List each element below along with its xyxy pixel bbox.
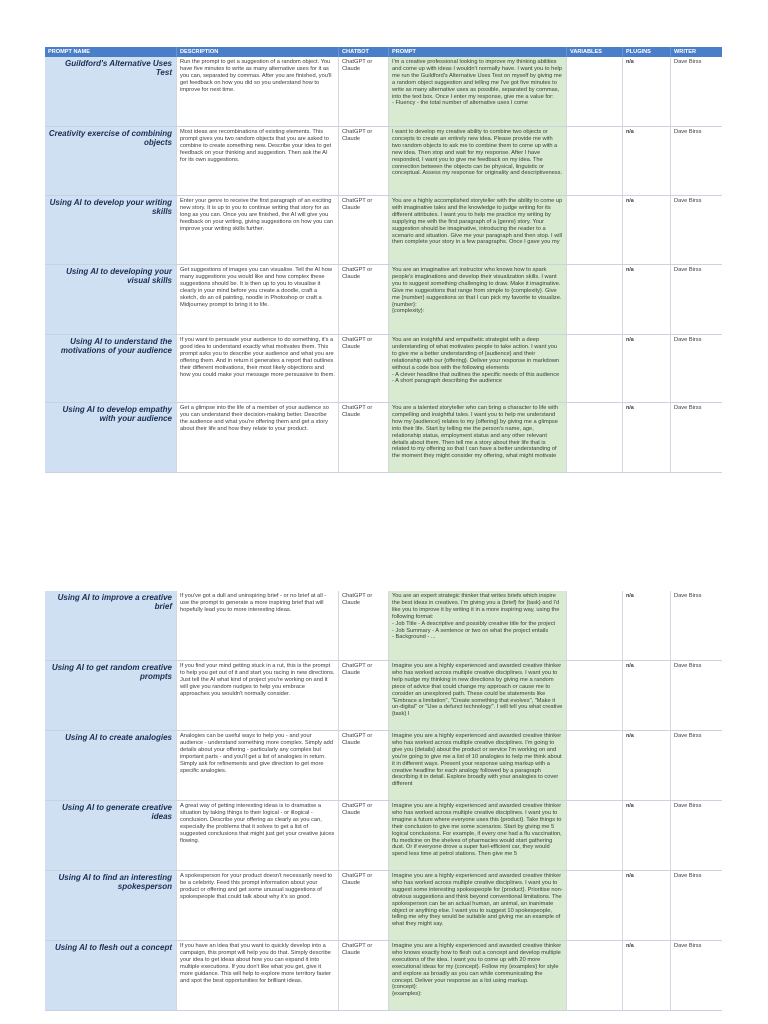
chatbot-cell: ChatGPT or Claude (339, 335, 389, 402)
prompt-name-cell (45, 265, 177, 334)
header-description: DESCRIPTION (177, 47, 339, 57)
header-prompt-name: PROMPT NAME (45, 47, 177, 57)
plugins-cell: n/a (623, 335, 671, 402)
header-variables: VARIABLES (567, 47, 623, 57)
prompt-name: Using AI to get random creative prompts (51, 663, 172, 682)
table-row (45, 591, 722, 661)
variables-cell (567, 57, 623, 126)
chatbot-cell: ChatGPT or Claude (339, 661, 389, 730)
variables-cell (567, 731, 623, 800)
prompt-cell: Imagine you are a highly experienced and awarded creative thinker who has worked across multiple creative disciplines. I want you to help nudge my thinking in new directions by giving me a random piece of advice that could change my approach or cause me to consider an unexplored path. These could be statements like "Embrace a limitation", "Create something that evolves", "Make it un-digital" or "Use a defunct technology". I will tell you what creative {task} I (389, 661, 567, 730)
prompt-cell: Imagine you are a highly experienced and awarded creative thinker who has worked across multiple creative disciplines. I want you to imagine a future where everyone uses this {product}. Take things to their conclusion to give me some scenarios. Start by giving me 5 logical conclusions. For example, if every one had a flu vaccination, flu medicine on the shelves of pharmacies would start gathering dust. Or if everyone drove a super fuel-efficient car, they would spend less time at petrol stations. Then give me 5 (389, 801, 567, 870)
table-row (45, 871, 722, 941)
prompt-name: Guildford's Alternative Uses Test (65, 59, 172, 78)
table-header (45, 47, 722, 57)
variables-cell (567, 265, 623, 334)
table-row (45, 661, 722, 731)
variables-cell (567, 591, 623, 660)
writer-cell: Dave Birss (674, 59, 702, 65)
chatbot-cell: ChatGPT or Claude (339, 871, 389, 940)
prompt-name: Using AI to improve a creative brief (57, 593, 172, 612)
writer-cell: Dave Birss (674, 198, 702, 204)
variables-cell (567, 335, 623, 402)
writer-cell: Dave Birss (674, 267, 702, 273)
prompt-name: Using AI to create analogies (65, 733, 172, 742)
prompt-cell: I'm a creative professional looking to improve my thinking abilities and come up with ideas I wouldn't normally have. I want you to help me run the Guildford's Alternative Uses Test on myself by giving me a random object suggestion and telling me I've got five minutes to write as many alternative uses as possible, separated by commas, into the text box. Once I enter my response, give me a value for: - Fluency - the total number of alternative uses I come (389, 57, 567, 126)
prompt-name-cell (45, 127, 177, 195)
header-chatbot: CHATBOT (339, 47, 389, 57)
plugins-cell: n/a (623, 265, 671, 334)
chatbot-cell: ChatGPT or Claude (339, 265, 389, 334)
writer-cell: Dave Birss (674, 129, 702, 135)
prompt-name-cell (45, 57, 177, 126)
writer-cell: Dave Birss (674, 803, 702, 809)
prompt-name-cell (45, 335, 177, 402)
variables-cell (567, 661, 623, 730)
description-cell: If you find your mind getting stuck in a rut, this is the prompt to help you get out of it and start you racing in new directions. Just tell the AI what kind of project you're working on and it will give you random nudges to help you embrace approaches you wouldn't normally consider. (177, 661, 339, 730)
prompt-name: Using AI to generate creative ideas (62, 803, 172, 822)
writer-cell: Dave Birss (674, 943, 702, 949)
plugins-cell: n/a (623, 57, 671, 126)
writer-cell: Dave Birss (674, 337, 702, 343)
chatbot-cell: ChatGPT or Claude (339, 591, 389, 660)
description-cell: Most ideas are recombinations of existing elements. This prompt gives you two random objects that you are asked to combine to create something new. Describe your idea to get feedback on your thinking and suggestion. Then ask the AI for its own suggestions. (177, 127, 339, 195)
chatbot-cell: ChatGPT or Claude (339, 731, 389, 800)
description-cell: Get a glimpse into the life of a member of your audience so you can understand their decision-making better. Describe the audience and what you're offering them and get a story about their life and how they relate to your product. (177, 403, 339, 472)
prompt-cell: Imagine you are a highly experienced and awarded creative thinker who has worked across multiple creative disciplines. I'm going to give you {details} about the product or service I'm working on and you're going to give me a list of 10 analogies to help me think about it in different ways. Present your response using markup with a creative headline for each analogy followed by a paragraph describing it in detail. Explore broadly with your analogies to cover different (389, 731, 567, 800)
table-row (45, 265, 722, 335)
header-plugins: PLUGINS (623, 47, 671, 57)
chatbot-cell: ChatGPT or Claude (339, 196, 389, 264)
prompt-name-cell (45, 403, 177, 472)
table-row (45, 57, 722, 127)
chatbot-cell: ChatGPT or Claude (339, 403, 389, 472)
table-row (45, 801, 722, 871)
chatbot-cell: ChatGPT or Claude (339, 941, 389, 1010)
prompt-cell: You are an imaginative art instructor who knows how to spark people's imaginations and develop their visualization skills. I want you to suggest something challenging to draw. Make it imaginative. Give me suggestions that range from simple to {complexity}. Give me {number} suggestions so that I can pick my favorite to visualize. {number}: {complexity}: (389, 265, 567, 334)
chatbot-cell: ChatGPT or Claude (339, 127, 389, 195)
writer-cell: Dave Birss (674, 593, 702, 599)
prompt-name: Using AI to developing your visual skills (66, 267, 172, 286)
variables-cell (567, 801, 623, 870)
prompt-name-cell (45, 801, 177, 870)
table-row (45, 941, 722, 1011)
writer-cell: Dave Birss (674, 663, 702, 669)
variables-cell (567, 871, 623, 940)
prompt-cell: You are an insightful and empathetic strategist with a deep understanding of what motivates people to take action. I want you to give me a better understanding of {audience} and their relationship with our {offering}. Deliver your response in markdown without a code box with the following elements - A clever headline that outlines the specific needs of this audience - A short paragraph describing the audience (389, 335, 567, 402)
prompt-name: Using AI to find an interesting spokesperson (58, 873, 172, 892)
prompt-name: Using AI to understand the motivations of your audience (60, 337, 172, 356)
plugins-cell: n/a (623, 127, 671, 195)
prompt-name-cell (45, 941, 177, 1010)
description-cell: If you want to persuade your audience to do something, it's a good idea to understand exactly what motivates them. This prompt asks you to describe your audience and what you are offering them. And in return it generates a report that outlines their different motivations, their most likely objections and how you could make your message more persuasive to them. (177, 335, 339, 402)
table-row (45, 731, 722, 801)
prompt-name-cell (45, 731, 177, 800)
description-cell: If you have an idea that you want to quickly develop into a campaign, this prompt will help you do that. Simply describe your idea to get ideas about how you can expand it into multiple executions. If you don't like what you get, give it more guidance. This will help to explore more territory faster and spot the best opportunities for brilliant ideas. (177, 941, 339, 1010)
header-prompt: PROMPT (389, 47, 567, 57)
plugins-cell: n/a (623, 731, 671, 800)
variables-cell (567, 403, 623, 472)
prompt-name: Creativity exercise of combining objects (48, 129, 172, 148)
prompt-name: Using AI to flesh out a concept (54, 943, 172, 952)
prompt-name-cell (45, 871, 177, 940)
description-cell: A great way of getting interesting ideas is to dramatise a situation by taking things to their logical - or illogical - conclusion. Describe your offering as clearly as you can, especially the problems that it solves to get a list of suggested conclusions that might just get your creative juices flowing. (177, 801, 339, 870)
prompt-cell: Imagine you are a highly experienced and awarded creative thinker who has worked across multiple creative disciplines. I want you to suggest some interesting spokespeople for {product}. Prioritise non-obvious suggestions and think beyond conventional limitations. The spokesperson can be an actual human, an animal, an inanimate object or anything else. I want you to suggest 10 spokespeople, telling me why they would be suitable and giving me an example of what they might say. (389, 871, 567, 940)
header-writer: WRITER (674, 49, 697, 55)
prompt-name-cell (45, 661, 177, 730)
writer-cell: Dave Birss (674, 873, 702, 879)
variables-cell (567, 196, 623, 264)
prompt-cell: You are a talented storyteller who can bring a character to life with compelling and insightful tales. I want you to help me understand how my {audience} relates to my {offering} by giving me a glimpse into their life. Start by telling me the person's name, age, relationship status, employment status and any other relevant details about them. Then tell me a story about their life that is related to my offering so that I can have a better understanding of the moment they might consider my offering, what might motivate (389, 403, 567, 472)
prompt-table-page-1 (45, 47, 722, 473)
prompt-name: Using AI to develop your writing skills (49, 198, 172, 217)
description-cell: Get suggestions of images you can visualise. Tell the AI how many suggestions you would like and how complex these suggestions should be. It is then up to you to visualise it clearly in your mind before you create a doodle, craft a sketch, do an oil painting, noodle in Photoshop or craft a Midjourney prompt to bring it to life. (177, 265, 339, 334)
plugins-cell: n/a (623, 871, 671, 940)
plugins-cell: n/a (623, 801, 671, 870)
writer-cell: Dave Birss (674, 405, 702, 411)
table-row (45, 335, 722, 403)
prompt-table-page-2 (45, 591, 722, 1011)
plugins-cell: n/a (623, 661, 671, 730)
table-row (45, 127, 722, 196)
chatbot-cell: ChatGPT or Claude (339, 801, 389, 870)
prompt-cell: You are an expert strategic thinker that writes briefs which inspire the best ideas in creatives. I'm giving you a {brief} for {task} and I'd like you to improve it by writing it in a more inspiring way, using the following format: - Job Title - A descriptive and possibly creative title for the project - Job Summary - A sentence or two on what the project entails - Background - ... (389, 591, 567, 660)
prompt-name: Using AI to develop empathy with your audience (62, 405, 172, 424)
variables-cell (567, 127, 623, 195)
plugins-cell: n/a (623, 941, 671, 1010)
prompt-name-cell (45, 196, 177, 264)
prompt-name-cell (45, 591, 177, 660)
prompt-cell: Imagine you are a highly experienced and awarded creative thinker who knows exactly how to flesh out a concept and develop multiple executions of the idea. I want you to come up with 20 more executional ideas for my {concept}. Follow my {examples} for style and explore as broadly as you can while communicating the concept. Deliver your response as a list using markup. {concept}: {examples}: (389, 941, 567, 1010)
description-cell: Enter your genre to receive the first paragraph of an exciting new story. It is up to you to continue writing that story for as long as you can. Once you are finished, the AI will give you feedback on your writing, giving suggestions on how you can improve your writing skills further. (177, 196, 339, 264)
description-cell: If you've got a dull and uninspiring brief - or no brief at all - use the prompt to generate a more inspiring brief that will hopefully lead you to more interesting ideas. (177, 591, 339, 660)
table-row (45, 403, 722, 473)
writer-cell: Dave Birss (674, 733, 702, 739)
table-row (45, 196, 722, 265)
chatbot-cell: ChatGPT or Claude (339, 57, 389, 126)
plugins-cell: n/a (623, 196, 671, 264)
description-cell: A spokesperson for your product doesn't necessarily need to be a celebrity. Feed this prompt information about your product or offering and get some unusual suggestions of spokespeople that could talk about why it's so good. (177, 871, 339, 940)
prompt-cell: You are a highly accomplished storyteller with the ability to come up with imaginative tales and the knowledge to judge writing for its different attributes. I want you to help me practice my writing by supplying me with the first paragraph of a {genre} story. Your suggestion should be imaginative, introducing the reader to a scenario and situation. Give me your paragraph and then stop. I will then complete your story in a few paragraphs. Once I gave you my (389, 196, 567, 264)
prompt-cell: I want to develop my creative ability to combine two objects or concepts to create an entirely new idea. Please provide me with two random objects to ask me to combine them to come up with a new idea. Then stop and wait for my response. After I have responded, I want you to give me feedback on my idea. The connection between the objects can be physical, linguistic or conceptual. Assess my response for originality and descriptiveness. (389, 127, 567, 195)
description-cell: Analogies can be useful ways to help you - and your audience - understand something more complex. Simply add details about your offering - particularly any complex but important parts - and you'll get a list of analogies in return. Simply ask for refinements and give direction to get more specific analogies. (177, 731, 339, 800)
variables-cell (567, 941, 623, 1010)
plugins-cell: n/a (623, 403, 671, 472)
description-cell: Run the prompt to get a suggestion of a random object. You have five minutes to write as many alternative uses for it as you can, separated by commas. After you are finished, you'll get feedback on how you did so you understand how to improve for next time. (177, 57, 339, 126)
plugins-cell: n/a (623, 591, 671, 660)
